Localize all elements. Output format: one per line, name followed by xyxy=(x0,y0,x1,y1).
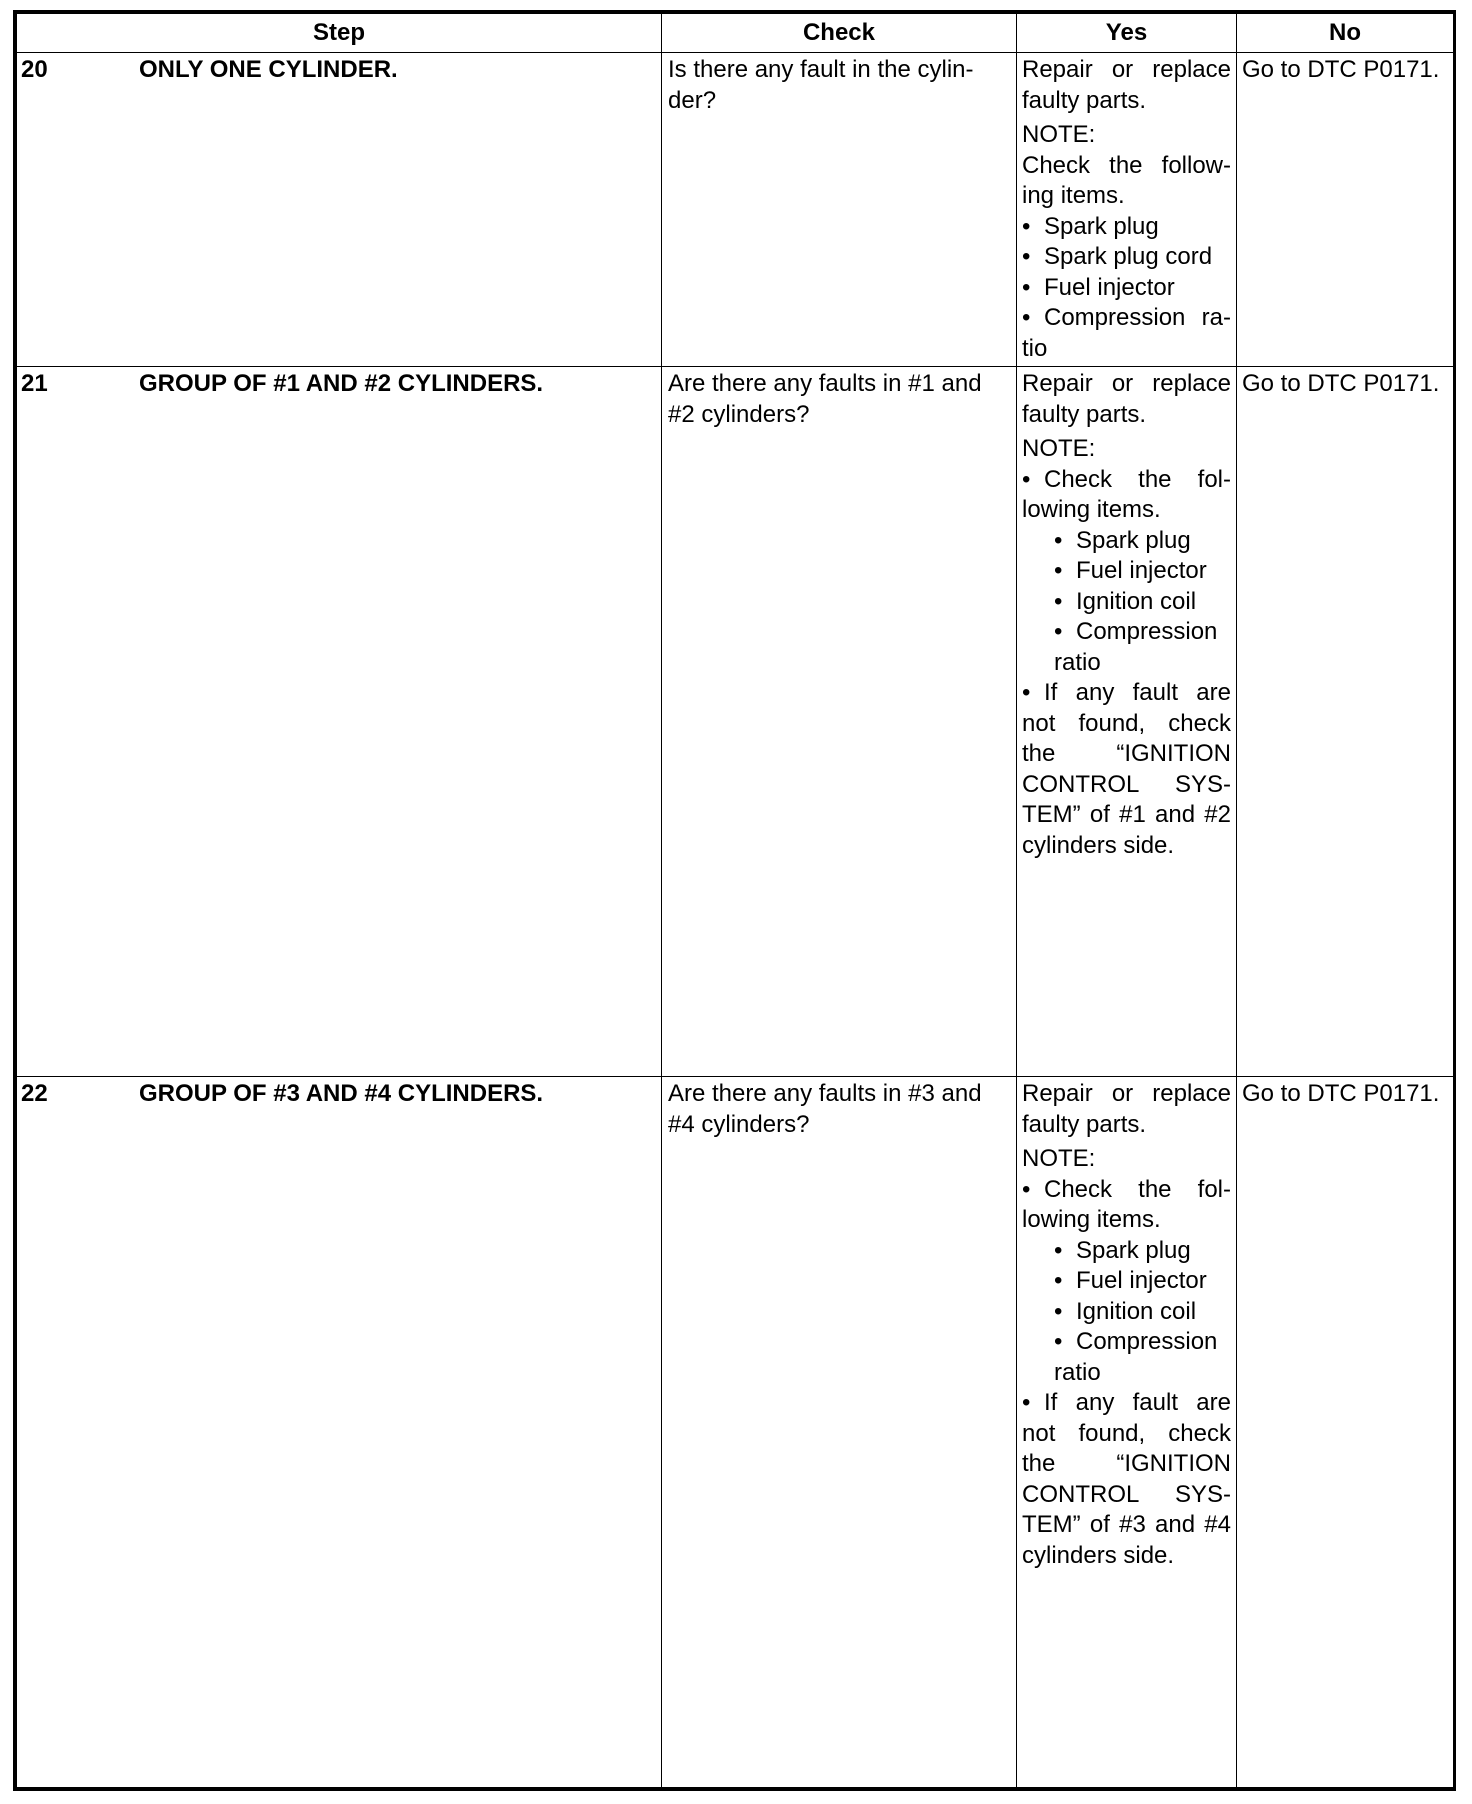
header-check: Check xyxy=(662,14,1017,53)
header-no: No xyxy=(1237,14,1454,53)
list-item: • Fuel injector xyxy=(1054,557,1207,584)
check-cell: Is there any fault in the cylin-der? xyxy=(662,53,1017,367)
yes-intro: Repair or replace faulty parts. xyxy=(1022,370,1231,428)
list-item: • Compression ratio xyxy=(1054,1328,1218,1386)
check-cell: Are there any faults in #1 and #2 cylinders? xyxy=(662,367,1017,1077)
step-title: ONLY ONE CYLINDER. xyxy=(139,56,398,83)
diagnostic-table xyxy=(16,13,1454,1788)
list-item: • Compression ratio xyxy=(1054,618,1218,676)
list-item: • Spark plug xyxy=(1054,526,1191,554)
ignition-note: • If any fault are not found, check the “IGNITION CONTROL SYS-TEM” of #3 and #4 cylinders side. xyxy=(1022,1389,1231,1569)
check-cell: Are there any faults in #3 and #4 cylinders? xyxy=(662,1077,1017,1788)
step-cell xyxy=(17,53,662,367)
table-row xyxy=(17,1077,1454,1788)
note-label: NOTE: xyxy=(1022,121,1096,148)
list-item: • Ignition coil xyxy=(1054,1297,1197,1325)
yes-cell xyxy=(1017,53,1237,367)
table-header-row xyxy=(17,14,1454,53)
list-item: • Spark plug xyxy=(1022,212,1159,240)
step-number: 20 xyxy=(21,56,48,83)
list-item: • Fuel injector xyxy=(1054,1267,1207,1294)
yes-intro: Repair or replace faulty parts. xyxy=(1022,56,1231,114)
check-lead: • Check the fol-lowing items. xyxy=(1022,465,1231,523)
table-row xyxy=(17,53,1454,367)
yes-cell xyxy=(1017,367,1237,1077)
list-item: • Compression ra-tio xyxy=(1022,304,1231,362)
step-cell xyxy=(17,367,662,1077)
check-lead: • Check the fol-lowing items. xyxy=(1022,1175,1231,1233)
list-item: • Spark plug xyxy=(1054,1236,1191,1264)
check-lead: Check the follow-ing items. xyxy=(1022,151,1231,209)
ignition-note: • If any fault are not found, check the “IGNITION CONTROL SYS-TEM” of #1 and #2 cylinders side. xyxy=(1022,679,1231,859)
list-item: • Fuel injector xyxy=(1022,273,1175,301)
yes-intro: Repair or replace faulty parts. xyxy=(1022,1080,1231,1138)
diagnostic-table-frame xyxy=(13,10,1456,1791)
yes-cell xyxy=(1017,1077,1237,1788)
no-cell: Go to DTC P0171. xyxy=(1237,367,1454,1077)
step-cell xyxy=(17,1077,662,1788)
table-row xyxy=(17,367,1454,1077)
list-item: • Spark plug cord xyxy=(1022,243,1213,270)
header-step: Step xyxy=(17,14,662,53)
list-item: • Ignition coil xyxy=(1054,587,1197,615)
header-yes: Yes xyxy=(1017,14,1237,53)
note-label: NOTE: xyxy=(1022,435,1096,462)
no-cell: Go to DTC P0171. xyxy=(1237,1077,1454,1788)
note-label: NOTE: xyxy=(1022,1145,1096,1172)
step-number: 21 xyxy=(21,370,48,397)
step-number: 22 xyxy=(21,1080,48,1107)
no-cell: Go to DTC P0171. xyxy=(1237,53,1454,367)
step-title: GROUP OF #1 AND #2 CYLINDERS. xyxy=(139,370,544,397)
step-title: GROUP OF #3 AND #4 CYLINDERS. xyxy=(139,1080,544,1107)
